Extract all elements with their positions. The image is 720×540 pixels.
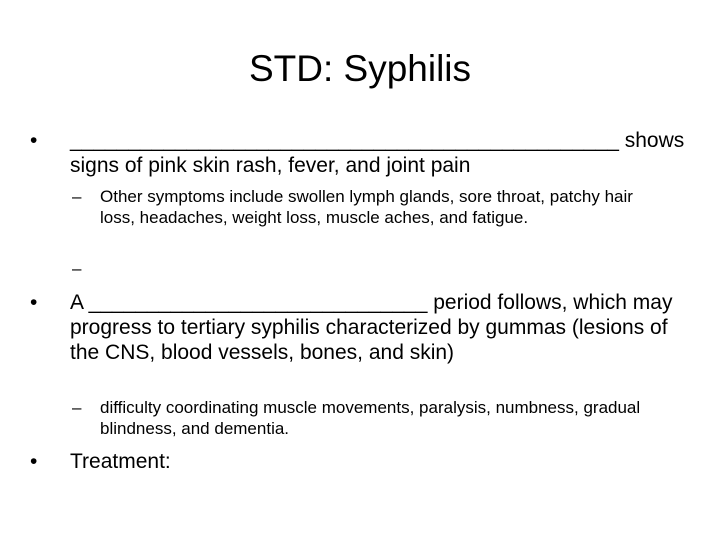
subbullet-text: difficulty coordinating muscle movements, paralysis, numbness, gradual blindness, and dementia. — [100, 398, 641, 438]
subbullet-2 — [72, 258, 672, 279]
subbullet-mark: – — [72, 259, 82, 278]
bullet-1 — [30, 128, 685, 178]
bullet-mark: • — [30, 291, 38, 314]
subbullet-mark: – — [72, 398, 82, 417]
subbullet-mark: – — [72, 187, 82, 206]
bullet-text: _______________________________________________ shows signs of pink skin rash, fever, and joint pain — [70, 129, 685, 177]
slide-title: STD: Syphilis — [248, 48, 472, 89]
subbullet-text: Other symptoms include swollen lymph glands, sore throat, patchy hair loss, headaches, weight loss, muscle aches, and fatigue. — [100, 187, 633, 227]
subbullet-3 — [72, 397, 672, 439]
bullet-mark: • — [30, 129, 38, 152]
bullet-text: A _____________________________ period follows, which may progress to tertiary syphilis characterized by gummas (lesions of the CNS, blood vessels, bones, and skin) — [70, 291, 673, 364]
bullet-2 — [30, 290, 673, 390]
subbullet-1 — [72, 186, 672, 250]
bullet-text: Treatment: — [70, 450, 171, 473]
bullet-3 — [30, 449, 670, 474]
bullet-mark: • — [30, 450, 38, 473]
